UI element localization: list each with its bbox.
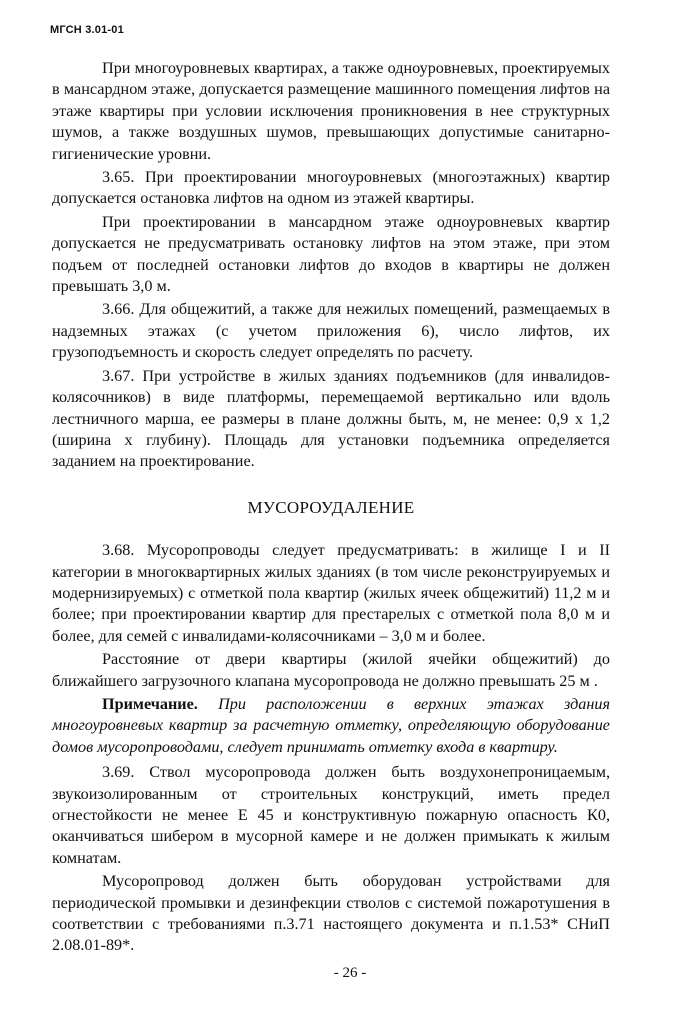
paragraph-3-67: 3.67. При устройстве в жилых зданиях подъемников (для инвалидов-колясочников) в виде платформы, перемещаемой вертикально или вдоль лестничного марша, ее размеры в плане должны быть, м, не менее: 0,9 х 1,2 (ширина х глубину). Площадь для установки подъемника определяется заданием на проектирование. [52, 366, 610, 471]
paragraph-multilevel-apartments: При многоуровневых квартирах, а также одноуровневых, проектируемых в мансардном этаже, допускается размещение машинного помещения лифтов на этаже квартиры при условии исключения проникновения в нее структурных шумов, а также воздушных шумов, превышающих допустимые санитарно-гигиенические уровни. [52, 59, 610, 163]
paragraph-chute-equipment: Мусоропровод должен быть оборудован устройствами для периодической промывки и дезинфекции стволов с системой пожаротушения в соответствии с требованиями п.3.71 настоящего документа и п.1.53* СНиП 2.08.01-89*. [52, 872, 610, 955]
note-text: При расположении в верхних этажах здания многоуровневых квартир за расчетную отметку, определяющую оборудование домов мусоропроводами, следует принимать отметку входа в квартиру. [52, 694, 610, 756]
note-paragraph [52, 694, 610, 758]
paragraph-3-66: 3.66. Для общежитий, а также для нежилых помещений, размещаемых в надземных этажах (с учетом приложения 6), число лифтов, их грузоподъемность и скорость следует определять по расчету. [52, 300, 610, 362]
paragraph-3-68: 3.68. Мусоропроводы следует предусматривать: в жилище I и II категории в многоквартирных жилых зданиях (в том числе реконструируемых и модернизируемых) с отметкой пола квартир (жилых ячеек общежитий) 11,2 м и более; при проектировании квартир для престарелых с отметкой пола 8,0 м и более, для семей с инвалидами-колясочниками – 3,0 м и более. [52, 541, 610, 645]
document-code-header: МГСН 3.01-01 [50, 24, 124, 36]
paragraph-3-69: 3.69. Ствол мусоропровода должен быть воздухонепроницаемым, звукоизолированным от строительных конструкций, иметь предел огнестойкости не менее Е 45 и конструктивную пожарную опасность К0, оканчиваться шибером в мусорной камере и не должен примыкать к жилым комнатам. [52, 763, 610, 867]
paragraph-3-65: 3.65. При проектировании многоуровневых (многоэтажных) квартир допускается остановка лифтов на одном из этажей квартиры. [52, 168, 610, 208]
note-label: Примечание. [102, 694, 198, 713]
paragraph-chute-distance: Расстояние от двери квартиры (жилой ячейки общежитий) до ближайшего загрузочного клапана мусоропровода не должно превышать 25 м . [52, 650, 610, 690]
page-number: - 26 - [333, 965, 367, 981]
paragraph-attic-floor-lifts: При проектировании в мансардном этаже одноуровневых квартир допускается не предусматривать остановку лифтов на этом этаже, при этом подъем от последней остановки лифтов до входов в квартиры не должен превышать 3,0 м. [52, 212, 610, 296]
document-body [52, 58, 610, 957]
section-title: МУСОРОУДАЛЕНИЕ [247, 497, 415, 517]
